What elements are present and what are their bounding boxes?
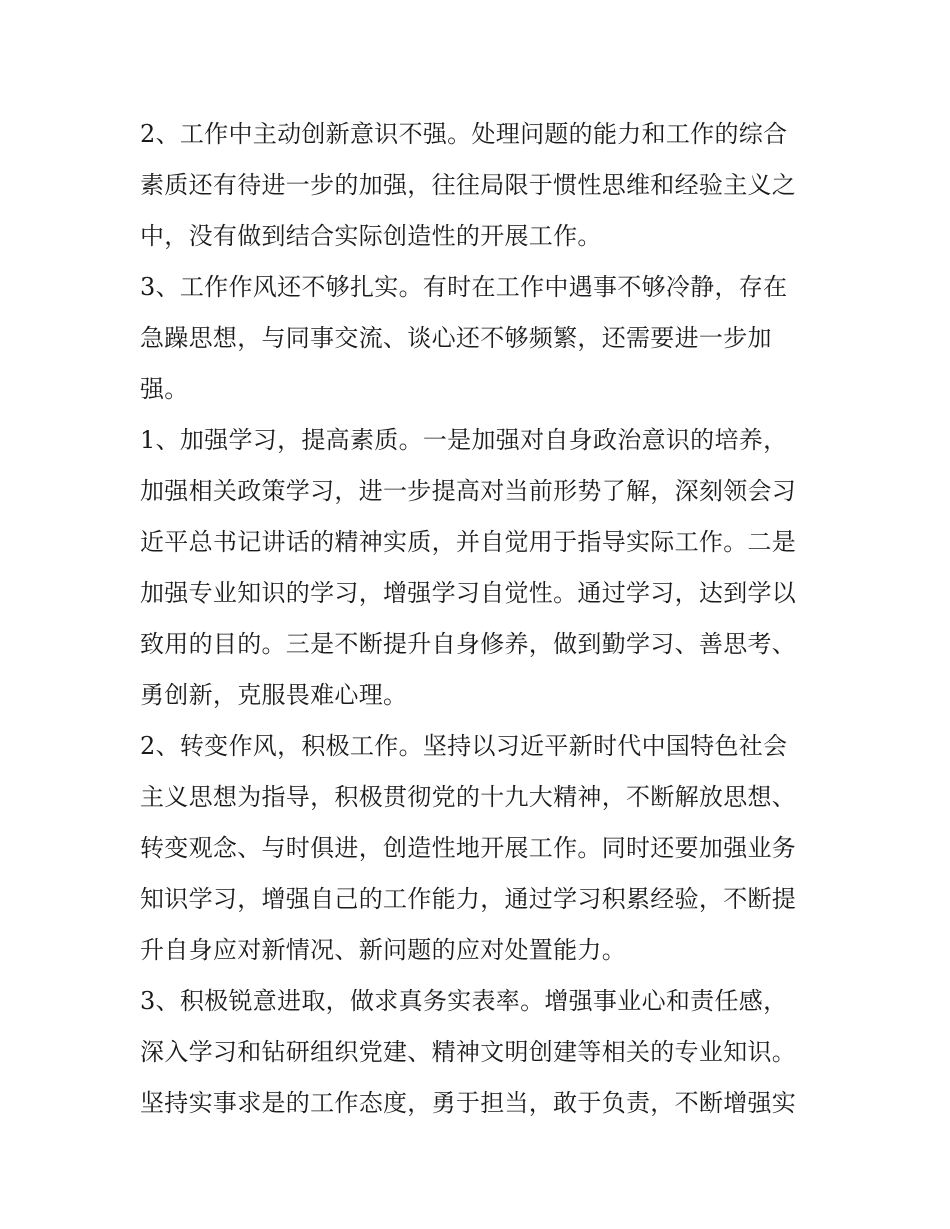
document-body [140,109,820,1129]
text-line: 3、工作作风还不够扎实。有时在工作中遇事不够冷静，存在 [140,273,788,301]
paragraph-enterprising [140,976,820,1129]
text-line: 近平总书记讲话的精神实质，并自觉用于指导实际工作。二是 [140,528,797,556]
paragraph-work-style [140,262,820,415]
text-line: 致用的目的。三是不断提升自身修养，做到勤学习、善思考、 [140,630,797,658]
text-line: 2、工作中主动创新意识不强。处理问题的能力和工作的综合 [140,120,788,148]
paragraph-innovation-awareness [140,109,820,262]
text-line: 主义思想为指导，积极贯彻党的十九大精神，不断解放思想、 [140,783,797,811]
text-line: 加强专业知识的学习，增强学习自觉性。通过学习，达到学以 [140,579,797,607]
paragraph-strengthen-learning [140,415,820,721]
text-line: 加强相关政策学习，进一步提高对当前形势了解，深刻领会习 [140,477,797,505]
text-line: 勇创新，克服畏难心理。 [140,681,408,709]
text-line: 坚持实事求是的工作态度，勇于担当，敢于负责，不断增强实 [140,1089,797,1117]
text-line: 急躁思想，与同事交流、谈心还不够频繁，还需要进一步加 [140,324,772,352]
text-line: 知识学习，增强自己的工作能力，通过学习积累经验，不断提 [140,885,797,913]
text-line: 素质还有待进一步的加强，往往局限于惯性思维和经验主义之 [140,171,797,199]
text-line: 强。 [140,375,189,403]
text-line: 深入学习和钻研组织党建、精神文明创建等相关的专业知识。 [140,1038,797,1066]
text-line: 3、积极锐意进取，做求真务实表率。增强事业心和责任感， [140,987,788,1015]
text-line: 1、加强学习，提高素质。一是加强对自身政治意识的培养， [140,426,788,454]
text-line: 2、转变作风，积极工作。坚持以习近平新时代中国特色社会 [140,732,788,760]
paragraph-change-style [140,721,820,976]
text-line: 中，没有做到结合实际创造性的开展工作。 [140,222,602,250]
text-line: 升自身应对新情况、新问题的应对处置能力。 [140,936,626,964]
text-line: 转变观念、与时俱进，创造性地开展工作。同时还要加强业务 [140,834,797,862]
